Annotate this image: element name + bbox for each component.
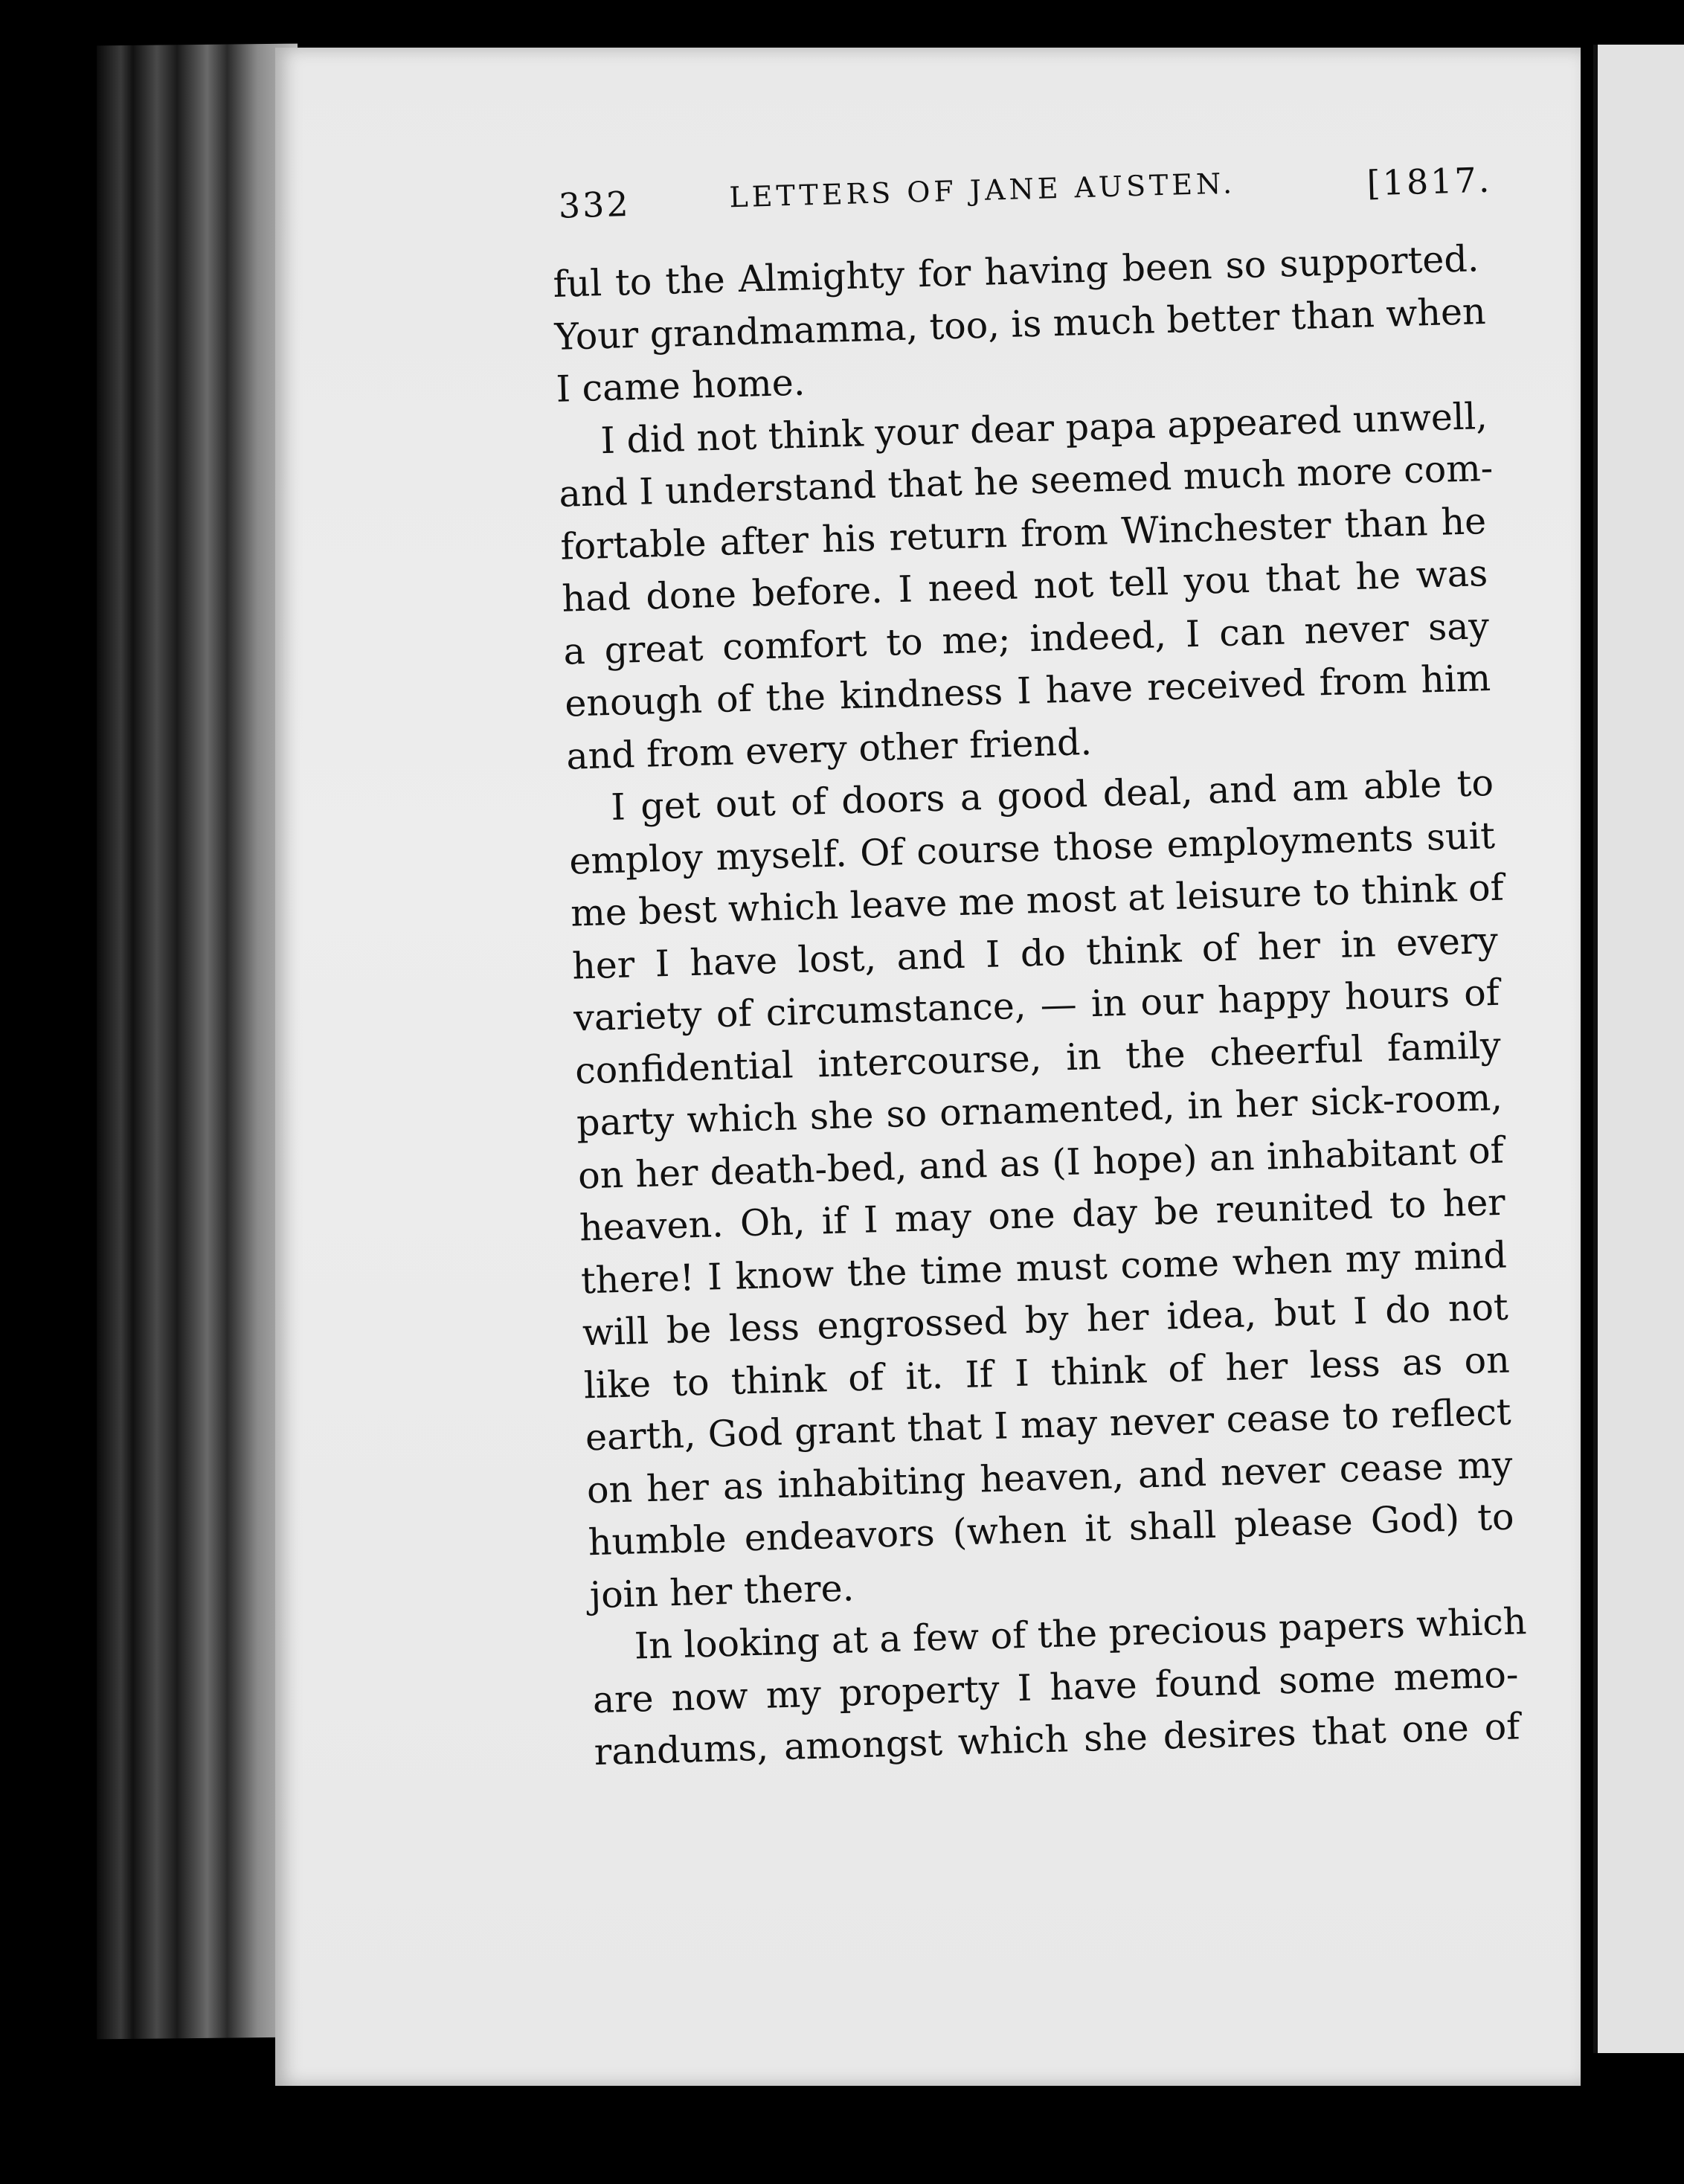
paragraph-4 — [591, 1596, 1528, 1779]
text-line: are now my property I have found some memo- — [592, 1652, 1520, 1721]
text-line: join her there. — [589, 1566, 855, 1616]
page-number: 332 — [557, 184, 632, 226]
body-text — [552, 233, 1528, 1779]
text-line: ful to the Almighty for having been so supported. — [552, 237, 1480, 306]
text-line: humble endeavors (when it shall please God) to — [588, 1495, 1515, 1564]
text-line: heaven. Oh, if I may one day be reunited to her — [579, 1181, 1506, 1250]
text-line: I came home. — [555, 361, 806, 411]
text-line: there! I know the time must come when my mind — [580, 1233, 1508, 1302]
text-line: employ myself. Of course those employments suit — [568, 814, 1496, 883]
running-title: LETTERS OF JANE AUSTEN. — [728, 167, 1236, 214]
text-line: had done before. I need not tell you that he was — [561, 552, 1488, 620]
text-line: me best which leave me most at leisure to think of — [570, 866, 1505, 935]
text-line: In looking at a few of the precious papers which — [634, 1600, 1528, 1668]
text-line: fortable after his return from Winchester than he — [559, 499, 1487, 568]
text-line: on her death-bed, and as (I hope) an inhabitant of — [577, 1128, 1505, 1197]
page-edges — [97, 44, 298, 2040]
text-line: her I have lost, and I do think of her in every — [571, 919, 1499, 988]
paragraph-1 — [552, 233, 1487, 416]
text-line: enough of the kindness I have received from him — [564, 656, 1491, 725]
text-line: will be less engrossed by her idea, but I do not — [582, 1285, 1509, 1355]
text-line: on her as inhabiting heaven, and never cease my — [586, 1443, 1514, 1512]
text-line: I get out of doors a good deal, and am able to — [610, 761, 1494, 829]
text-block — [550, 159, 1528, 1779]
text-line: party which she so ornamented, in her sick-room, — [576, 1076, 1503, 1145]
text-line: like to think of it. If I think of her less as on — [583, 1338, 1511, 1407]
text-line: and I understand that he seemed much more com- — [558, 446, 1494, 516]
text-line: Your grandmamma, too, is much better than when — [553, 289, 1487, 359]
text-line: confidential intercourse, in the cheerful family — [574, 1024, 1502, 1093]
text-line: earth, God grant that I may never cease to reflect — [585, 1390, 1512, 1459]
text-line: randums, amongst which she desires that one of — [594, 1705, 1521, 1774]
text-line: a great comfort to me; indeed, I can never say — [562, 604, 1490, 673]
text-line: and from every other friend. — [565, 720, 1093, 778]
text-line: variety of circumstance, — in our happy hours of — [573, 971, 1500, 1040]
paragraph-2 — [557, 391, 1493, 783]
text-line: I did not think your dear papa appeared unwell, — [600, 394, 1488, 462]
year-marker: [1817. — [1366, 159, 1493, 204]
paragraph-3 — [567, 757, 1516, 1622]
facing-page-edge — [1593, 45, 1684, 2053]
